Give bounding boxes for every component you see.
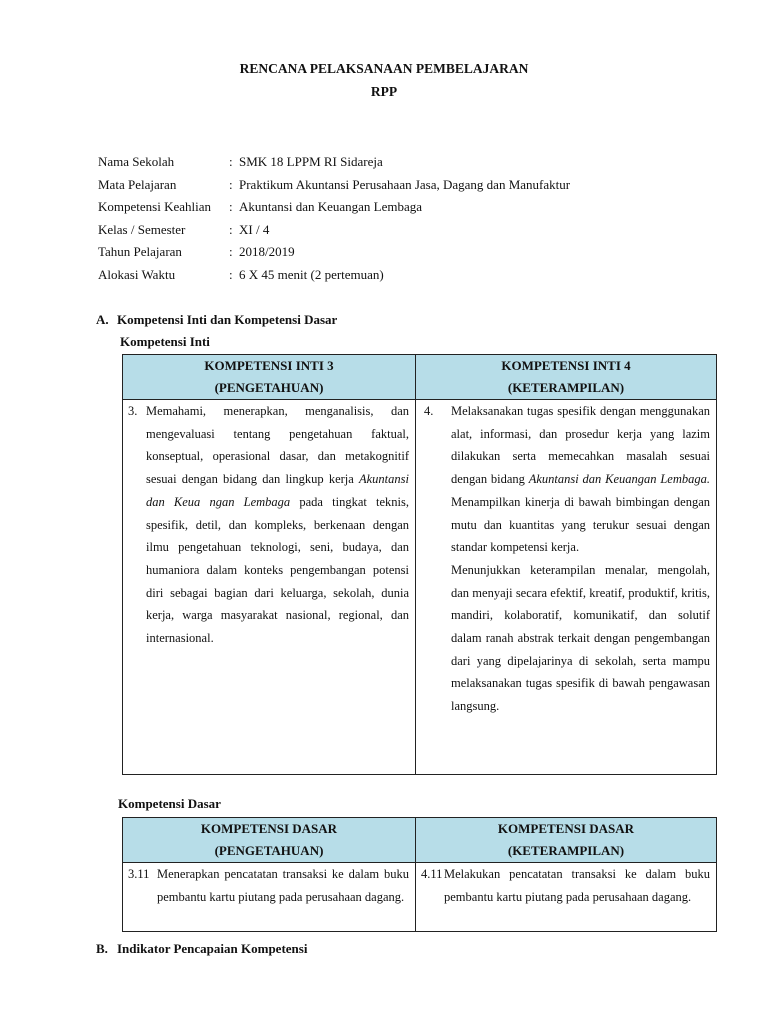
identity-label: Tahun Pelajaran	[98, 244, 182, 260]
ki4-text	[416, 400, 716, 718]
header-line: (KETERAMPILAN)	[507, 380, 625, 395]
header-line: KOMPETENSI INTI 3	[204, 358, 334, 373]
kd3-header	[123, 818, 416, 863]
document-title: RENCANA PELAKSANAAN PEMBELAJARAN	[239, 61, 529, 76]
table-header-row	[123, 818, 717, 863]
section-a-title: Kompetensi Inti dan Kompetensi Dasar	[117, 312, 338, 327]
identity-value: Praktikum Akuntansi Perusahaan Jasa, Dagang dan Manufaktur	[239, 176, 571, 192]
table-row	[123, 863, 717, 932]
identity-colon: :	[229, 244, 233, 260]
ki4-paragraph: Menunjukkan keterampilan menalar, mengolah, dan menyaji secara efektif, kreatif, produktif, kritis, mandiri, kolaboratif, komunikatif, dan solutif dalam ranah abstrak terkait dengan pengembangan dari yang dipelajarinya di sekolah, serta mampu melaksanakan tugas spesifik di bawah pengawasan langsung.	[451, 562, 710, 714]
ki4-number: 4.	[424, 404, 434, 418]
identity-label: Kompetensi Keahlian	[98, 199, 211, 215]
identity-row-subject	[98, 176, 570, 199]
ki3-header	[123, 355, 416, 400]
kompetensi-dasar-table	[122, 817, 717, 932]
identity-label: Alokasi Waktu	[98, 266, 176, 282]
kd4-header	[416, 818, 717, 863]
ki4-cell	[416, 400, 717, 775]
ki3-number: 3.	[128, 404, 138, 418]
section-a-heading	[96, 312, 337, 328]
ki3-cell	[123, 400, 416, 775]
identity-label: Nama Sekolah	[98, 154, 175, 169]
header-line: (PENGETAHUAN)	[214, 843, 324, 858]
header-line: (KETERAMPILAN)	[507, 843, 625, 858]
identity-colon: :	[229, 199, 233, 215]
identity-colon: :	[229, 176, 233, 192]
section-b-title: Indikator Pencapaian Kompetensi	[117, 941, 308, 956]
identity-colon: :	[229, 221, 233, 237]
identity-value: Akuntansi dan Keuangan Lembaga	[239, 199, 423, 215]
kd3-cell	[123, 863, 416, 932]
kompetensi-dasar-heading: Kompetensi Dasar	[118, 796, 221, 811]
kompetensi-inti-table	[122, 354, 717, 775]
kd4-text: Melakukan pencatatan transaksi ke dalam buku pembantu kartu piutang pada perusahaan dagang.	[444, 867, 710, 904]
header-line: (PENGETAHUAN)	[214, 380, 324, 395]
section-b-letter: B.	[96, 941, 108, 956]
identity-label: Kelas / Semester	[98, 221, 186, 237]
header-line: KOMPETENSI INTI 4	[501, 358, 631, 373]
ki4-italic: Akuntansi dan Keuangan Lembaga.	[528, 472, 710, 487]
identity-colon: :	[229, 266, 233, 282]
identity-row-school	[98, 153, 570, 176]
identity-value: SMK 18 LPPM RI Sidareja	[239, 154, 383, 169]
identity-list	[98, 153, 570, 289]
identity-value: 2018/2019	[239, 244, 295, 260]
table-header-row	[123, 355, 717, 400]
identity-value: 6 X 45 menit (2 pertemuan)	[239, 266, 384, 282]
document-subtitle: RPP	[370, 84, 398, 99]
identity-row-class	[98, 221, 570, 244]
identity-row-expertise	[98, 198, 570, 221]
kd3-number: 3.11	[128, 867, 150, 881]
kompetensi-inti-heading: Kompetensi Inti	[120, 334, 210, 349]
identity-colon: :	[229, 154, 233, 169]
identity-row-year	[98, 243, 570, 266]
identity-row-time	[98, 266, 570, 289]
identity-label: Mata Pelajaran	[98, 176, 177, 192]
ki3-text: Memahami, menerapkan, menganalisis, dan mengevaluasi tentang pengetahuan faktual, konseptual, operasional dasar, dan metakognitif sesuai dengan bidang dan lingkup kerja Akuntansi dan Keua ngan Lembaga pada tingkat teknis, spesifik, detil, dan kompleks, berkenaan dengan ilmu pengetahuan teknologi, seni, budaya, dan humaniora dalam konteks pengembangan potensi diri sebagai bagian dari keluarga, sekolah, dunia kerja, warga masyarakat nasional, regional, dan internasional.	[146, 404, 409, 646]
table-row	[123, 400, 717, 775]
kd4-cell	[416, 863, 717, 932]
header-line: KOMPETENSI DASAR	[497, 821, 635, 836]
header-line: KOMPETENSI DASAR	[200, 821, 338, 836]
section-a-letter: A.	[96, 312, 109, 327]
kd4-number: 4.11	[421, 867, 443, 881]
section-b-heading	[96, 941, 307, 957]
kd3-text: Menerapkan pencatatan transaksi ke dalam buku pembantu kartu piutang pada perusahaan dagang.	[157, 867, 409, 904]
ki4-header	[416, 355, 717, 400]
ki3-italic: Akuntansi dan Keua ngan Lembaga	[146, 472, 409, 509]
identity-value: XI / 4	[239, 221, 270, 237]
ki4-paragraph: Melaksanakan tugas spesifik dengan menggunakan alat, informasi, dan prosedur kerja yang lazim dilakukan serta memecahkan masalah sesuai dengan bidang Akuntansi dan Keuangan Lembaga. Menampilkan kinerja di bawah bimbingan dengan mutu dan kuantitas yang terukur sesuai dengan standar kompetensi kerja.	[451, 404, 710, 555]
